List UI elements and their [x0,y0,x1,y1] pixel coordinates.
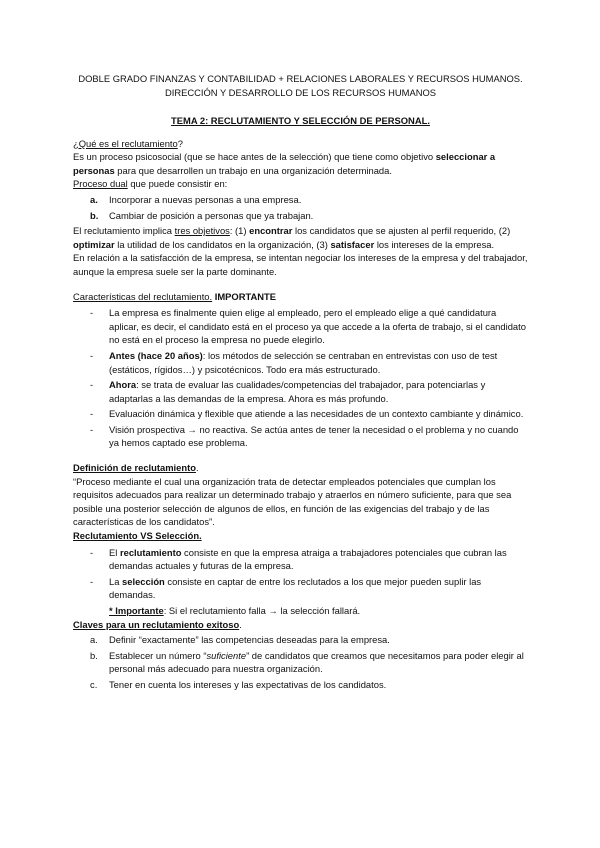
characteristics-heading: Características del reclutamiento. IMPORTANTE [73,290,277,302]
recruitment-vs-selection-heading: Reclutamiento VS Selección. [73,530,202,542]
list-item: b. Cambiar de posición a personas que ya trabajan. [90,209,314,221]
list-item: - Antes (hace 20 años): los métodos de selección se centraban en entrevistas con uso de test (estáticos, rígidos…) y psicotécnicos. Todo era más estructurado. [90,349,498,375]
list-item: a. Incorporar a nuevas personas a una empresa. [90,193,302,205]
list-item: - La selección consiste en captar de entre los reclutados a los que mejor pueden suplir las demandas. [90,575,482,601]
objectives-paragraph: El reclutamiento implica tres objetivos: (1) encontrar los candidatos que se ajusten al perfil requerido, (2) optimizar la utilidad de los candidatos en la organización, (3) satisfacer los intereses de la empresa. [73,225,511,250]
dual-process-paragraph: Proceso dual que puede consistir en: [73,178,228,190]
list-item: - Visión prospectiva → no reactiva. Se actúa antes de tener la necesidad o el problema y no cuando ya hemos captado ese problema. [90,423,519,449]
definition-paragraph: Es un proceso psicosocial (que se hace antes de la selección) que tiene como objetivo seleccionar a personas para que desarrollen un trabajo en una organización determinada. [73,151,496,176]
definition-quote: “Proceso mediante el cual una organización trata de detectar empleados potenciales que cumplan los requisitos adecuados para realizar un determinado trabajo y atraerlos en número suficiente, para que sea posible una posterior selección de algunos de ellos, en función de las exigencias del trabajo y de las características de los candidatos”. [73,475,512,528]
definition-heading: Definición de reclutamiento. [73,462,199,474]
section-question-heading: ¿Qué es el reclutamiento? [73,137,183,149]
header-line-subject: DIRECCIÓN Y DESARROLLO DE LOS RECURSOS HUMANOS [164,87,437,98]
satisfaction-paragraph: En relación a la satisfacción de la empresa, se intentan negociar los intereses de la empresa y del trabajador, aunque la empresa suele ser la parte dominante. [73,252,528,277]
list-item: b. Establecer un número “suficiente” de candidatos que creamos que necesitamos para poder elegir al personal más adecuado para nuestra organización. [90,649,524,675]
dual-process-list [73,193,528,222]
document-header [73,72,528,100]
list-item: - Ahora: se trata de evaluar las cualidades/competencias del trabajador, para potenciarlas y adaptarlas a las demandas de la empresa. Ahora es más profundo. [90,379,486,404]
recruitment-vs-selection-list [73,546,528,602]
header-line-degree: DOBLE GRADO FINANZAS Y CONTABILIDAD + RELACIONES LABORALES Y RECURSOS HUMANOS. [78,73,523,84]
important-note: * Importante: Si el reclutamiento falla → la selección fallará. [109,605,361,616]
list-item: - El reclutamiento consiste en que la empresa atraiga a trabajadores potenciales que cubran las demandas actuales y futuras de la empresa. [90,546,507,572]
list-item: - La empresa es finalmente quien elige al empleado, pero el empleado elige a qué candidatura aplicar, es decir, el candidato está en el proceso ya que accede a la oferta de trabajo, si el candidato no está en el proceso la empresa no puede elegirlo. [90,307,526,346]
success-keys-list [73,633,528,691]
topic-title: TEMA 2: RECLUTAMIENTO Y SELECCIÓN DE PERSONAL. [171,115,430,126]
success-keys-heading: Claves para un reclutamiento exitoso. [73,618,242,630]
list-item: a. Definir “exactamente” las competencias deseadas para la empresa. [90,634,390,646]
list-item: c. Tener en cuenta los intereses y las expectativas de los candidatos. [90,678,387,690]
list-item: - Evaluación dinámica y flexible que atiende a las necesidades de un contexto cambiante y dinámico. [90,408,524,420]
characteristics-list [73,306,528,450]
